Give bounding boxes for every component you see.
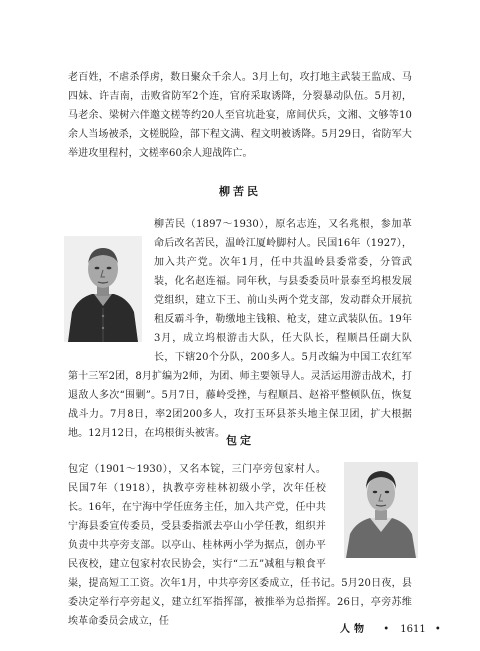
footer-bullet-right: •	[434, 624, 441, 635]
section-heading-liu-kumin: 柳苦民	[219, 185, 261, 198]
page-footer	[340, 620, 450, 635]
section-heading-bao-ding: 包定	[226, 434, 254, 447]
bao-ding-paragraph: 包定（1901～1930），又名本锭，三门亭旁包家村人。民国7年（1918），执教亭旁桂林初级小学，次年任校长。16年，在宁海中学任庶务主任，加入共产党，任中共宁海县委宣传委员，受县委指派去亭山小学任教，组织并负责中共亭旁支部。以亭山、桂林两小学为据点，创办平民夜校，建立包家村农民协会，实行“二五”减租与粮食平粜，提高短工工资。次年1月，中共亭旁区委成立，任书记。5月20日夜，县委决定举行亭旁起义，建立红军指挥部，被推举为总指挥。26日，亭旁苏维埃革命委员会成立，任	[68, 464, 412, 627]
footer-page-number: 1611	[400, 624, 426, 635]
footer-section-label: 人物	[340, 624, 368, 635]
footer-bullet-left: •	[383, 624, 390, 635]
liu-kumin-paragraph: 柳苦民（1897～1930），原名志连，又名兆根，参加革命后改名苦民，温岭江厦岭脚村人。民国16年（1927），加入共产党。次年1月，任中共温岭县委常委，分管武装，化名赵连福。同年秋，与县委委员叶景泰至坞根发展党组织，建立下王、前山头两个党支部，发动群众开展抗租反霸斗争，勒缴地主钱粮、枪支，建立武装队伍。19年3月，成立坞根游击大队，任大队长，程顺昌任副大队长，下辖20个分队，200多人。5月改编为中国工农红军第十三军2团，8月扩编为2师，为团、师主要领导人。灵活运用游击战术，打退敌人多次“围剿”。5月7日，藤岭受挫，与程顺昌、赵裕平整顿队伍，恢复战斗力。7月8日，率2团200多人，攻打玉环县茶头地主保卫团，扩大根据地。12月12日，在坞根街头被害。	[68, 219, 412, 439]
intro-paragraph: 老百姓，不虐杀俘虏，数日聚众千余人。3月上旬，攻打地主武装王监成、马四妹、许吉南，击败省防军2个连，官府采取诱降，分裂暴动队伍。5月初，马老余、梁树六伴邀文槎等约20人至官坑赴宴，席间伏兵，文湘、文够等10余人当场被杀，文槎脱险，部下程文满、程文明被诱降。5月29日，省防军大举进攻里程村，文槎率60余人迎战阵亡。	[68, 72, 412, 159]
